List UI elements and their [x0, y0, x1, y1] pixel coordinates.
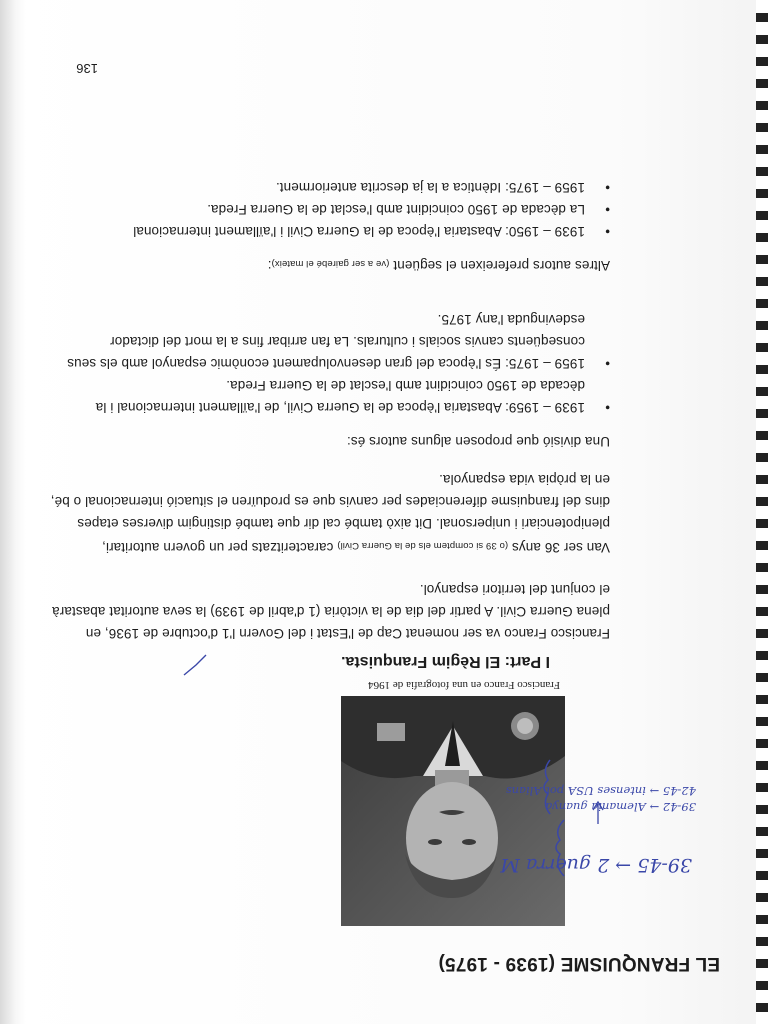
other-intro-aside: (ve a ser gairebé el mateix) [271, 258, 390, 269]
other-authors-list [50, 176, 610, 242]
document-title: EL FRANQUISME (1939 - 1975) [438, 953, 720, 974]
page-number: 136 [76, 61, 98, 76]
intro-paragraph [50, 578, 610, 644]
handwritten-note-wwii: 39-45 → 2 guerra M [500, 854, 692, 876]
division-intro-text: Una divisió que proposen alguns autors és: [346, 434, 610, 449]
page-edge-shadow [0, 0, 26, 1024]
other-item: • La dècada de 1950 coincidint amb l'esclat de la Guerra Freda. [50, 198, 610, 220]
pen-tick-mark [180, 649, 210, 679]
division-item: • 1959 – 1975: És l'època del gran desenvolupament econòmic espanyol amb els seus conseqüents canvis socials i culturals. La fan arribar fins a la mort del dictador esdevinguda l'any 1975. [50, 308, 610, 374]
para2-end: caracteritzats per un govern autoritari, plenipotenciari i unipersonal. Dit això també cal dir que també distingim diverses etapes dins del franquisme diferenciades per canvis que es produïren el situació internacional o bé, en la pròpia vida espanyola. [50, 472, 610, 555]
para2-aside: (o 39 si comptem els de la Guerra Civil) [337, 540, 509, 551]
spiral-binding [756, 0, 768, 1024]
other-item: • 1939 – 1950: Abastaria l'època de la Guerra Civil i l'aïllament internacional [50, 220, 610, 242]
section-heading: I Part: El Règim Franquista. [341, 653, 550, 670]
other-intro-end: : [267, 258, 272, 273]
other-intro-start: Altres autors prefereixen el següent [389, 258, 610, 273]
division-list [50, 308, 610, 418]
division-intro [50, 430, 610, 452]
para2-start: Van ser 36 anys [508, 540, 610, 555]
intro-text: Francisco Franco va ser nomenat Cap de l'Estat i del Govern l'1 d'octubre de 1936, en plena Guerra Civil. A partir del dia de la victòria (1 d'abril de 1939) la seva autoritat abastarà el conjunt del territori espanyol. [52, 582, 610, 641]
division-item: • 1939 – 1959: Abastaria l'època de la Guerra Civil, de l'aïllament internacional i la dècada de 1950 coincidint amb l'esclat de la Guerra Freda. [50, 374, 610, 418]
handwritten-note-phases [506, 783, 696, 815]
second-paragraph-text [50, 468, 610, 558]
handwritten-line: 39-42 → Alemania guanya [545, 800, 696, 814]
other-item: • 1959 – 1975: Idèntica a la ja descrita anteriorment. [50, 176, 610, 198]
second-paragraph [50, 468, 610, 558]
rotated-page-content [30, 0, 750, 1024]
other-intro-text [50, 252, 610, 276]
handwritten-line: 42-45 → intenses USA pot Alians [505, 784, 696, 798]
photo-caption: Francisco Franco en una fotografia de 1964 [368, 679, 560, 691]
other-authors-intro [50, 252, 610, 276]
